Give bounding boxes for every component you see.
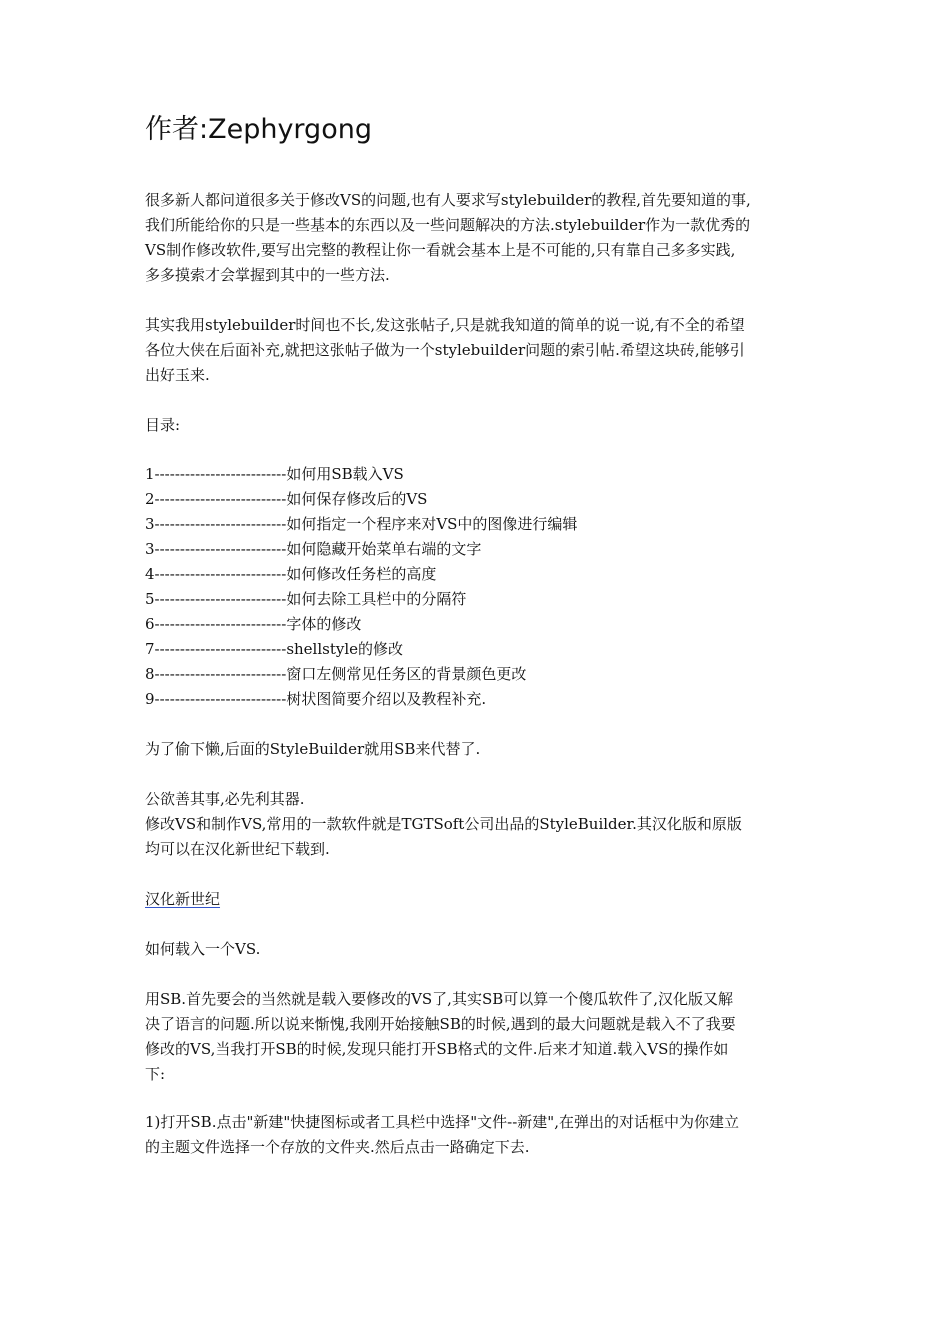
intro-paragraph [145,188,810,288]
purpose-line: 各位大侠在后面补充,就把这张帖子做为一个stylebuilder问题的索引帖.希望这块砖,能够引 [145,341,745,359]
toc-item: 3--------------------------如何指定一个程序来对VS中的图像进行编辑 [145,515,578,533]
toc-item: 6--------------------------字体的修改 [145,615,362,633]
load-explain-line: 下: [145,1065,166,1083]
page-title: 作者:Zephyrgong [145,114,372,145]
purpose-paragraph [145,313,810,388]
tool-intro-line: 公欲善其事,必先利其器. [145,790,305,808]
link-row [145,887,810,912]
load-explain-paragraph [145,987,810,1087]
step1-line: 的主题文件选择一个存放的文件夹.然后点击一路确定下去. [145,1138,530,1156]
hanhua-xinshiji-link[interactable]: 汉化新世纪 [145,890,221,908]
section-heading: 如何载入一个VS. [145,940,261,958]
toc-item: 2--------------------------如何保存修改后的VS [145,490,428,508]
load-explain-line: 决了语言的问题.所以说来惭愧,我刚开始接触SB的时候,遇到的最大问题就是载入不了我要 [145,1015,736,1033]
intro-line: 我们所能给你的只是一些基本的东西以及一些问题解决的方法.stylebuilder作为一款优秀的 [145,216,751,234]
intro-line: 很多新人都问道很多关于修改VS的问题,也有人要求写stylebuilder的教程,首先要知道的事, [145,191,751,209]
toc-item: 9--------------------------树状图简要介绍以及教程补充. [145,690,487,708]
tool-intro-line: 均可以在汉化新世纪下载到. [145,840,330,858]
purpose-line: 其实我用stylebuilder时间也不长,发这张帖子,只是就我知道的简单的说一说,有不全的希望 [145,316,745,334]
intro-line: 多多摸索才会掌握到其中的一些方法. [145,266,390,284]
toc-item: 8--------------------------窗口左侧常见任务区的背景颜色更改 [145,665,527,683]
abbreviation-note: 为了偷下懒,后面的StyleBuilder就用SB来代替了. [145,740,481,758]
intro-line: VS制作修改软件,要写出完整的教程让你一看就会基本上是不可能的,只有靠自己多多实践, [145,241,736,259]
tool-intro-line: 修改VS和制作VS,常用的一款软件就是TGTSoft公司出品的StyleBuilder.其汉化版和原版 [145,815,742,833]
toc-item: 4--------------------------如何修改任务栏的高度 [145,565,437,583]
table-of-contents [145,462,810,712]
step1-line: 1)打开SB.点击"新建"快捷图标或者工具栏中选择"文件--新建",在弹出的对话框中为你建立 [145,1113,739,1131]
toc-item: 1--------------------------如何用SB载入VS [145,465,404,483]
toc-item: 7--------------------------shellstyle的修改 [145,640,404,658]
toc-item: 5--------------------------如何去除工具栏中的分隔符 [145,590,467,608]
load-explain-line: 用SB.首先要会的当然就是载入要修改的VS了,其实SB可以算一个傻瓜软件了,汉化版又解 [145,990,734,1008]
tool-intro-paragraph [145,787,810,862]
toc-heading: 目录: [145,416,181,434]
step1-paragraph [145,1110,810,1160]
load-explain-line: 修改的VS,当我打开SB的时候,发现只能打开SB格式的文件.后来才知道.载入VS的操作如 [145,1040,729,1058]
toc-item: 3--------------------------如何隐藏开始菜单右端的文字 [145,540,482,558]
purpose-line: 出好玉来. [145,366,210,384]
